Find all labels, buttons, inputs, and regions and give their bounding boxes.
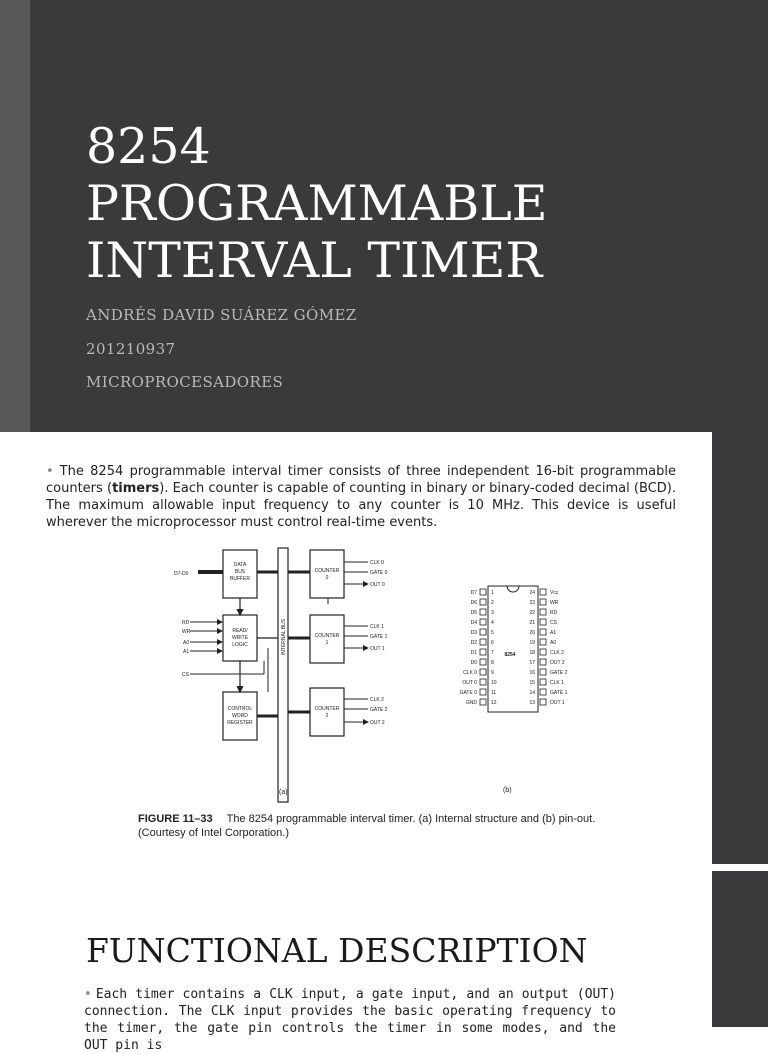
- pin-name: CLK 0: [463, 670, 477, 676]
- pin-name: D0: [470, 660, 477, 666]
- counter-2-label-1: COUNTER: [314, 706, 340, 712]
- pin-number: 10: [491, 680, 497, 686]
- figure-caption: [138, 812, 638, 840]
- pin-left: [466, 699, 497, 706]
- pin-number: 3: [491, 610, 494, 616]
- section-title: FUNCTIONAL DESCRIPTION: [86, 931, 588, 970]
- pin-left: [471, 619, 494, 626]
- pin-number: 8: [491, 660, 494, 666]
- pin-name: CS: [550, 620, 557, 626]
- pin-left: [471, 639, 494, 646]
- pin-number: 12: [491, 700, 497, 706]
- overview-bullet: [46, 463, 676, 531]
- pin-number: 5: [491, 630, 494, 636]
- right-side-bar: [712, 432, 768, 864]
- pin-left: [471, 649, 494, 656]
- pin-name: D5: [470, 610, 477, 616]
- pin-right: [529, 619, 557, 626]
- pin-name: CLK 1: [550, 680, 564, 686]
- pin-number: 4: [491, 620, 494, 626]
- pin-right: [529, 639, 556, 646]
- title-slide: [0, 0, 768, 432]
- pin-name: D1: [470, 650, 477, 656]
- pin-name: GATE 0: [459, 690, 477, 696]
- pin-left: [471, 629, 494, 636]
- counter-1-label-2: 1: [325, 640, 329, 646]
- out2-label: OUT 2: [370, 720, 385, 726]
- counter-0-label-1: COUNTER: [314, 568, 340, 574]
- student-id: 201210937: [86, 340, 176, 358]
- timer-figure: [168, 542, 628, 842]
- rw-logic-label-1: READ/: [232, 628, 248, 634]
- cwr-label-1: CONTROL: [227, 706, 253, 712]
- slide-title: [86, 118, 746, 289]
- counter-1-block: [310, 615, 344, 663]
- course-name: MICROPROCESADORES: [86, 373, 284, 391]
- a1-label: A1: [183, 649, 190, 655]
- pin-number: 24: [529, 590, 535, 596]
- pin-name: A1: [550, 630, 557, 636]
- author-name: ANDRÉS DAVID SUÁREZ GÓMEZ: [86, 306, 357, 324]
- pin-number: 11: [491, 690, 497, 696]
- pin-right: [529, 659, 564, 666]
- pin-number: 19: [529, 640, 535, 646]
- pin-number: 20: [529, 630, 535, 636]
- pin-number: 23: [529, 600, 535, 606]
- data-bus-buffer-label-2: BUS: [234, 569, 246, 575]
- out0-label: OUT 0: [370, 582, 385, 588]
- title-line-2: PROGRAMMABLE: [86, 175, 548, 232]
- counter-0-block: [310, 550, 344, 598]
- overview-slide: [0, 432, 768, 864]
- pin-number: 13: [529, 700, 535, 706]
- bullet-bold-term: timers: [112, 481, 160, 496]
- caption-label: FIGURE 11–33: [138, 813, 213, 825]
- counter-1-label-1: COUNTER: [314, 633, 340, 639]
- clk2-label: CLK 2: [370, 697, 384, 703]
- pin-left: [471, 599, 494, 606]
- section-bullet-text: Each timer contains a CLK input, a gate input, and an output (OUT) connection. The CLK input provides the basic operating frequency to the timer, the gate pin controls the timer in some modes, and the OUT pin is: [84, 987, 616, 1053]
- pin-number: 2: [491, 600, 494, 606]
- pin-name: GND: [465, 700, 477, 706]
- pin-number: 21: [529, 620, 535, 626]
- pin-number: 16: [529, 670, 535, 676]
- data-bus-input-label: D7-D0: [174, 571, 189, 577]
- out1-label: OUT 1: [370, 646, 385, 652]
- pin-number: 1: [491, 590, 494, 596]
- caption-text: The 8254 programmable interval timer. (a) Internal structure and (b) pin-out. (Courtesy of Intel Corporation.): [138, 813, 596, 839]
- gate2-label: GATE 2: [370, 707, 388, 713]
- pin-name: WR: [550, 600, 559, 606]
- figure-b-label: (b): [503, 787, 512, 794]
- pin-right: [529, 679, 564, 686]
- pin-name: D2: [470, 640, 477, 646]
- pin-right: [529, 599, 558, 606]
- gate0-label: GATE 0: [370, 570, 388, 576]
- pin-number: 22: [529, 610, 535, 616]
- pin-number: 14: [529, 690, 535, 696]
- chip-label: 8254: [504, 652, 516, 658]
- clk0-label: CLK 0: [370, 560, 384, 566]
- rw-logic-label-3: LOGIC: [232, 642, 248, 648]
- bullet-text-part-2: ). Each counter is capable of counting in binary or binary-coded decimal (BCD). The maximum allowable input frequency to any counter is 10 MHz. This device is useful wherever the microprocessor must control real-time events.: [46, 481, 676, 530]
- pin-number: 6: [491, 640, 494, 646]
- pin-left: [471, 609, 494, 616]
- data-bus-buffer-label-1: DATA: [233, 562, 247, 568]
- counter-2-block: [310, 688, 344, 736]
- left-accent-stripe: [0, 0, 30, 432]
- cs-label: CS: [182, 672, 189, 678]
- right-side-bar: [712, 871, 768, 1027]
- pin-name: OUT 1: [550, 700, 565, 706]
- pin-name: OUT 2: [550, 660, 565, 666]
- pin-name: D4: [470, 620, 477, 626]
- pin-name: GATE 1: [550, 690, 568, 696]
- pinout-diagram: [460, 586, 568, 794]
- pin-name: D3: [470, 630, 477, 636]
- pin-name: D7: [470, 590, 477, 596]
- pin-name: OUT 0: [462, 680, 477, 686]
- functional-description-slide: [0, 864, 768, 1053]
- rw-logic-label-2: WRITE: [231, 635, 249, 641]
- pin-name: A0: [550, 640, 557, 646]
- pin-left: [462, 679, 496, 686]
- rd-label: RD: [182, 620, 190, 626]
- counter-0-label-2: 0: [325, 575, 329, 581]
- counter-2-label-2: 2: [325, 713, 329, 719]
- data-bus-buffer-label-3: BUFFER: [230, 576, 250, 582]
- gate1-label: GATE 1: [370, 634, 388, 640]
- pin-left: [471, 589, 494, 596]
- bullet-dot-icon: •: [46, 464, 54, 479]
- clk1-label: CLK 1: [370, 624, 384, 630]
- internal-bus: [278, 548, 288, 802]
- pin-name: D6: [470, 600, 477, 606]
- pin-right: [529, 589, 558, 596]
- pin-right: [529, 699, 564, 706]
- pin-number: 17: [529, 660, 535, 666]
- title-line-3: INTERVAL TIMER: [86, 232, 543, 289]
- pin-number: 7: [491, 650, 494, 656]
- pin-name: Vcc: [550, 590, 559, 596]
- section-bullet: [84, 986, 616, 1054]
- pin-right: [529, 609, 557, 616]
- figure-a-label: (a): [279, 789, 288, 796]
- pin-name: GATE 2: [550, 670, 568, 676]
- bullet-text-part-1: The 8254 programmable interval timer consists of three independent 16-bit programmable counters (: [46, 464, 676, 496]
- pin-left: [471, 659, 494, 666]
- bullet-dot-icon: •: [84, 987, 92, 1002]
- wr-label: WR: [182, 629, 191, 635]
- title-line-1: 8254: [86, 118, 211, 175]
- pin-number: 9: [491, 670, 494, 676]
- a0-label: A0: [183, 640, 190, 646]
- pin-name: RD: [550, 610, 558, 616]
- pin-name: CLK 2: [550, 650, 564, 656]
- block-diagram: [174, 548, 388, 802]
- pin-number: 18: [529, 650, 535, 656]
- pin-right: [529, 649, 564, 656]
- cwr-label-3: REGISTER: [227, 720, 253, 726]
- pin-right: [529, 629, 556, 636]
- internal-bus-label: INTERNAL BUS: [281, 618, 287, 656]
- pin-number: 15: [529, 680, 535, 686]
- pin-left: [460, 689, 497, 696]
- cwr-label-2: WORD: [232, 713, 248, 719]
